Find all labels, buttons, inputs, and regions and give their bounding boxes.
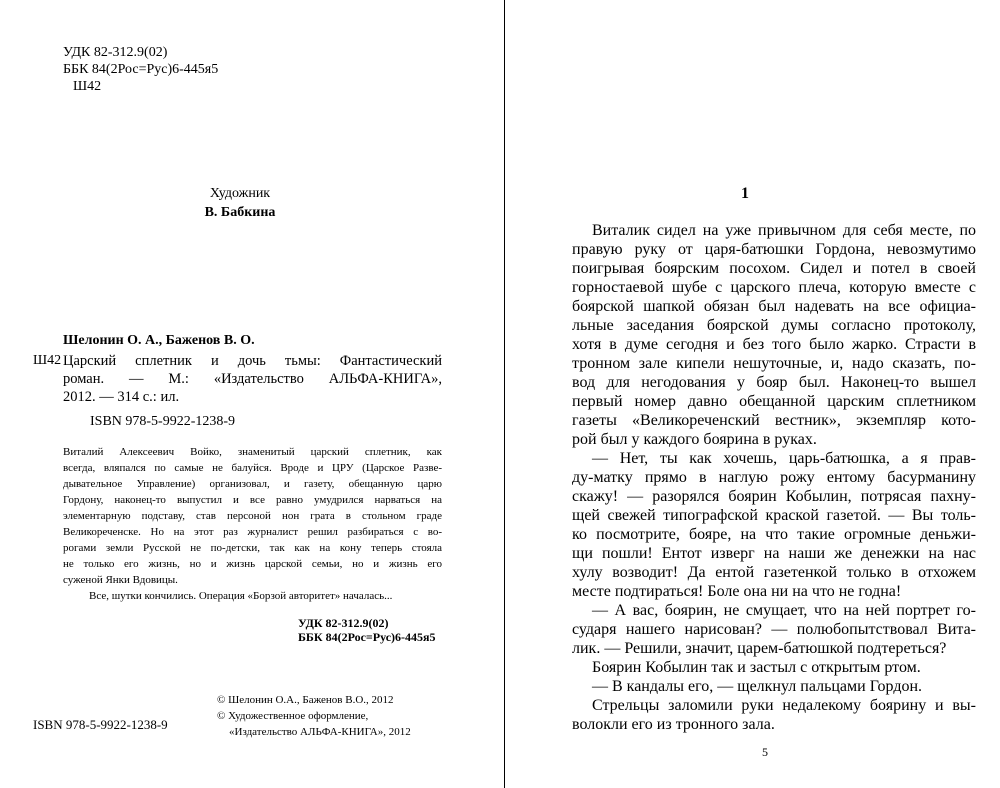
text-line: лик. — Решили, значит, царем-батюшкой подтереться? (572, 640, 947, 657)
isbn: ISBN 978-5-9922-1238-9 (90, 414, 236, 429)
text-line: поигрывая боярским посохом. Сидел и потел в своей (572, 260, 976, 277)
text-line: волокли его из тронного зала. (572, 716, 775, 733)
chapter-text (572, 221, 976, 734)
text-line: — А вас, боярин, не смущает, что на ней портрет го- (592, 602, 976, 619)
bbk-code: ББК 84(2Рос=Рус)6-445я5 (298, 630, 436, 644)
text-line: — Нет, ты как хочешь, царь-батюшка, а я прав- (592, 450, 976, 467)
text-line: правую руку от царя-батюшки Гордона, невозмутимо (572, 241, 976, 258)
annotation-line: Великореченске. Но на этот раз журналист решил разбираться с во- (63, 526, 442, 538)
book-description (63, 352, 442, 406)
annotation-line: Виталий Алексеевич Войко, знаменитый царский сплетник, как (63, 446, 442, 458)
copyright-line: © Шелонин О.А., Баженов В.О., 2012 (217, 694, 394, 706)
text-line: газеты «Великореченский вестник», экземпляр кото- (572, 412, 976, 429)
copyright-line: © Художественное оформление, (217, 710, 369, 722)
text-line: хотя в думе сегодня и без того было жарко. Страсти в (572, 336, 976, 353)
text-line: щей свежей типографской краской газетой. — Вы толь- (572, 507, 976, 524)
text-line: льные заседания боярской думы согласно протоколу, (572, 317, 976, 334)
text-line: хулу возводит! Да ентой газетенкой только в отхожем (572, 564, 976, 581)
description-line: роман. — М.: «Издательство АЛЬФА-КНИГА», (63, 371, 442, 387)
text-line: тронном зале кипели нешуточные, и, надо сказать, по- (572, 355, 976, 372)
text-line: щи пошли! Ентот изверг на наши же денежки на нас (572, 545, 976, 562)
text-line: боярской шапкой обязан был надевать на все официа- (572, 298, 976, 315)
description-line: Царский сплетник и дочь тьмы: Фантастический (63, 353, 442, 369)
copyright-line: «Издательство АЛЬФА-КНИГА», 2012 (229, 726, 411, 738)
description-line: 2012. — 314 с.: ил. (63, 389, 180, 405)
classification-codes-repeat (298, 616, 436, 644)
text-line: рой был у каждого боярина в руках. (572, 431, 817, 448)
text-line: месте подтираться! Боле она ни на что не годна! (572, 583, 902, 600)
annotation-line: не только его жизнь, но и жизнь царской семьи, но и жизнь его (63, 558, 442, 570)
artist-role: Художник (209, 186, 271, 201)
annotation-line: Гордону, наконец-то выпустил и все равно умудрился нарваться на (63, 494, 442, 506)
bbk-code: ББК 84(2Рос=Рус)6-445я5 (63, 62, 219, 77)
text-line: сударя нашего нарисован? — полюбопытствовал Вита- (572, 621, 976, 638)
text-line: первый номер давно обещанной царским сплетником (572, 393, 976, 410)
annotation-line: всегда, вляпался по самые не балуйся. Вроде и ЦРУ (Царское Разве- (63, 462, 442, 474)
annotation-line: дывательное Управление) организовал, и газету, обещанную царю (63, 478, 442, 490)
classification-codes (63, 44, 218, 95)
text-line: скажу! — разорялся боярин Кобылин, потрясая пахну- (572, 488, 976, 505)
annotation-line: элементарную подставу, став персоной нон грата в стольном граде (63, 510, 442, 522)
book-authors: Шелонин О. А., Баженов В. О. (63, 333, 255, 348)
text-line: — В кандалы его, — щелкнул пальцами Гордон. (592, 678, 923, 695)
annotation-line: Все, шутки кончились. Операция «Борзой авторитет» началась... (89, 590, 393, 602)
page-number: 5 (762, 745, 768, 759)
copyright-block (217, 692, 411, 740)
annotation-line: суженой Янки Вдовицы. (63, 574, 178, 586)
author-mark: Ш42 (73, 79, 102, 94)
udk-code: УДК 82-312.9(02) (298, 616, 389, 630)
isbn-bottom: ISBN 978-5-9922-1238-9 (33, 717, 168, 732)
annotation (63, 444, 442, 604)
index-mark: Ш42 (33, 353, 62, 368)
udk-code: УДК 82-312.9(02) (63, 45, 168, 60)
text-line: ду-матку прямо в наглую рожу ентому басурманину (572, 469, 976, 486)
text-line: Стрельцы заломили руки недалекому боярину и вы- (592, 697, 976, 714)
text-line: ко посмотрите, бояре, на что такие огромные деньжи- (572, 526, 976, 543)
right-page (505, 0, 1000, 788)
artist-name: В. Бабкина (204, 205, 276, 220)
chapter-number: 1 (741, 185, 749, 202)
text-line: Боярин Кобылин так и застыл с открытым ртом. (592, 659, 921, 676)
text-line: Виталик сидел на уже привычном для себя месте, по (592, 222, 976, 239)
text-line: вод для негодования у бояр был. Наконец-то вышел (572, 374, 976, 391)
annotation-line: рогами земли Русской не по-детски, так как на кону теперь стояла (63, 542, 442, 554)
text-line: горностаевой шубе с царского плеча, которую вместе с (572, 279, 976, 296)
